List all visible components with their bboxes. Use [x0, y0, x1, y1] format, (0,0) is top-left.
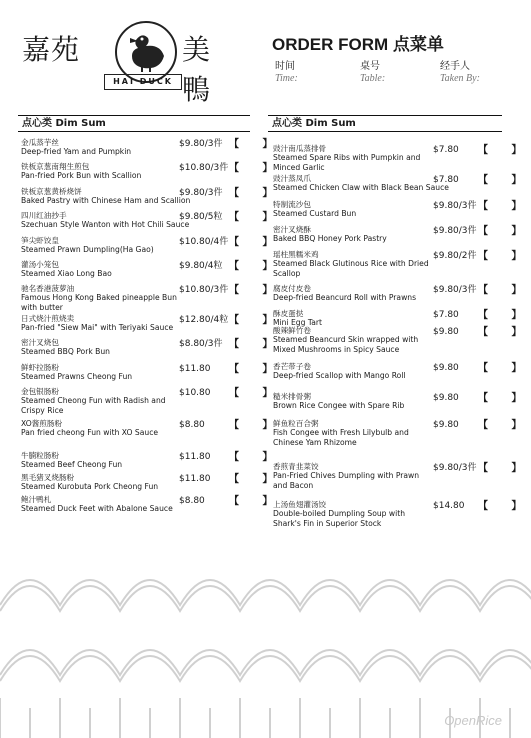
item-name-cn: 四川红油抄手 — [21, 211, 67, 220]
item-name-cn: 鲜虾拉肠粉 — [21, 363, 59, 372]
menu-item — [273, 225, 531, 244]
menu-item — [21, 236, 283, 255]
section-header-left: 点心类 Dim Sum — [18, 115, 250, 132]
item-price: $9.80 — [433, 393, 459, 403]
item-name-en: Baked BBQ Honey Pork Pastry — [273, 234, 387, 244]
quantity-box[interactable]: 【 】 — [478, 420, 531, 431]
item-price: $9.80/2件 — [433, 251, 477, 261]
quantity-box[interactable]: 【 】 — [229, 496, 283, 507]
item-price: $9.80/3件 — [433, 201, 477, 211]
item-name-en: Steamed BBQ Pork Bun — [21, 347, 110, 357]
item-name-en: Deep-fried Yam and Pumpkin — [21, 147, 132, 157]
taken-by-field[interactable]: 经手人 Taken By: — [440, 61, 480, 84]
item-price: $9.80 — [433, 327, 459, 337]
item-name-cn: 金包银肠粉 — [21, 387, 59, 396]
item-price: $11.80 — [179, 452, 211, 462]
item-price: $9.80 — [433, 420, 459, 430]
menu-item — [273, 284, 531, 303]
item-price: $10.80/3件 — [179, 285, 229, 295]
openrice-watermark: OpenRice — [444, 713, 502, 728]
item-name-en: Steamed Beef Cheong Fun — [21, 460, 123, 470]
quantity-box[interactable]: 【 】 — [229, 188, 283, 199]
item-name-en-cont: Shark's Fin in Superior Stock — [273, 518, 382, 528]
menu-item — [21, 260, 283, 279]
item-price: $10.80 — [179, 388, 211, 398]
item-price: $11.80 — [179, 364, 211, 374]
time-field[interactable]: 时间 Time: — [275, 61, 298, 84]
item-price: $14.80 — [433, 501, 465, 511]
item-name-en: Fish Congee with Fresh Lilybulb and — [273, 428, 409, 438]
item-price: $11.80 — [179, 474, 211, 484]
restaurant-logo — [22, 22, 237, 106]
quantity-box[interactable]: 【 】 — [229, 388, 283, 399]
logo-en: HAI DUCK — [104, 74, 182, 90]
item-price: $9.80/3件 — [179, 188, 223, 198]
item-name-cn: 糙米排骨粥 — [273, 392, 311, 401]
item-name-en: Steamed Black Glutinous Rice with Dried — [273, 259, 429, 269]
item-name-en: Steamed Chicken Claw with Black Bean Sauce — [273, 183, 449, 193]
item-name-en: Steamed Prawns Cheong Fun — [21, 372, 133, 382]
menu-item — [21, 419, 283, 438]
quantity-box[interactable]: 【 】 — [478, 363, 531, 374]
item-price: $7.80 — [433, 310, 459, 320]
item-name-en: Steamed Kurobuta Pork Cheong Fun — [21, 482, 159, 492]
item-name-cn: 鲍汁鸭札 — [21, 495, 52, 504]
decorative-pattern — [0, 545, 522, 738]
section-header-right: 点心类 Dim Sum — [268, 115, 502, 132]
item-name-en: Double-boiled Dumpling Soup with — [273, 509, 406, 519]
item-price: $9.80/3件 — [433, 463, 477, 473]
quantity-box[interactable]: 【 】 — [478, 393, 531, 404]
item-name-en: Deep-fried Beancurd Roll with Prawns — [273, 293, 417, 303]
quantity-box[interactable]: 【 】 — [229, 212, 283, 223]
item-price: $9.80/5粒 — [179, 212, 223, 222]
item-name-cn: 密汁叉烧酥 — [273, 225, 311, 234]
item-price: $9.80/3件 — [179, 139, 223, 149]
item-name-cn: 腐皮付皮卷 — [273, 284, 311, 293]
item-name-en: Steamed Cheong Fun with Radish and — [21, 396, 166, 406]
quantity-box[interactable]: 【 】 — [478, 501, 531, 512]
item-name-cn: 豉汁南瓜蒸排骨 — [273, 144, 327, 153]
item-name-en: Pan-fried "Siew Mai" with Teriyaki Sauce — [21, 323, 174, 333]
menu-item — [21, 284, 283, 312]
menu-item — [273, 326, 531, 354]
quantity-box[interactable]: 【 】 — [478, 285, 531, 296]
item-name-cn: 日式烧汁煎烧卖 — [21, 314, 75, 323]
item-price: $9.80 — [433, 363, 459, 373]
quantity-box[interactable]: 【 】 — [478, 463, 531, 474]
item-name-en: Steamed Custard Bun — [273, 209, 357, 219]
item-name-en: Szechuan Style Wanton with Hot Chili Sauce — [21, 220, 190, 230]
quantity-box[interactable]: 【 】 — [229, 452, 283, 463]
item-name-cn: 豉汁蒸凤爪 — [273, 174, 311, 183]
item-name-cn: 香煎青韭菜饺 — [273, 462, 319, 471]
item-name-cn: 特制流沙包 — [273, 200, 311, 209]
menu-item — [273, 200, 531, 219]
menu-item — [21, 338, 283, 357]
item-price: $7.80 — [433, 175, 459, 185]
menu-item — [21, 138, 283, 157]
item-price: $8.80 — [179, 496, 205, 506]
menu-item — [273, 392, 531, 411]
item-name-cn: 铁板京葱黄桥烧饼 — [21, 187, 82, 196]
menu-item — [21, 211, 283, 230]
item-name-cn: 密汁叉烧包 — [21, 338, 59, 347]
quantity-box[interactable]: 【 】 — [229, 237, 283, 248]
item-name-en: Famous Hong Kong Baked pineapple Bun — [21, 293, 177, 303]
quantity-box[interactable]: 【 】 — [229, 420, 283, 431]
menu-item — [21, 473, 283, 492]
item-name-en: Pan-Fried Chives Dumpling with Prawn — [273, 471, 420, 481]
item-name-en: Baked Pastry with Chinese Ham and Scallion — [21, 196, 191, 206]
item-name-cn: XO酱煎肠粉 — [21, 419, 63, 428]
quantity-box[interactable]: 【 】 — [229, 364, 283, 375]
item-price: $10.80/4件 — [179, 237, 229, 247]
quantity-box[interactable]: 【 】 — [478, 251, 531, 262]
item-name-cn: 笋尖虾饺皇 — [21, 236, 59, 245]
quantity-box[interactable]: 【 】 — [478, 201, 531, 212]
item-price: $10.80/3件 — [179, 163, 229, 173]
item-name-en-cont: Chinese Yam Rhizome — [273, 437, 357, 447]
item-name-en-cont: Mixed Mushrooms in Spicy Sauce — [273, 344, 400, 354]
item-name-en: Brown Rice Congee with Spare Rib — [273, 401, 405, 411]
quantity-box[interactable]: 【 】 — [229, 285, 283, 296]
item-name-en: Pan fried cheong Fun with XO Sauce — [21, 428, 159, 438]
menu-item — [21, 314, 283, 333]
item-name-cn: 香芒带子卷 — [273, 362, 311, 371]
item-name-en-cont: and Bacon — [273, 480, 314, 490]
item-name-en: Steamed Spare Ribs with Pumpkin and — [273, 153, 421, 163]
menu-item — [273, 500, 531, 528]
item-name-en: Mini Egg Tart — [273, 318, 322, 328]
quantity-box[interactable]: 【 】 — [229, 261, 283, 272]
item-name-en-cont: Crispy Rice — [21, 405, 64, 415]
menu-item — [273, 362, 531, 381]
item-name-en: Deep-fried Scallop with Mango Roll — [273, 371, 406, 381]
menu-item — [21, 387, 283, 415]
item-name-cn: 酥皮蛋挞 — [273, 309, 304, 318]
item-name-en: Steamed Xiao Long Bao — [21, 269, 112, 279]
logo-cn-right: 美鴨 — [182, 33, 212, 106]
menu-item — [21, 451, 283, 470]
item-price: $9.80/4粒 — [179, 261, 223, 271]
order-form-title: ORDER FORM 点菜单 — [272, 35, 444, 54]
item-name-en: Steamed Prawn Dumpling(Ha Gao) — [21, 245, 154, 255]
item-name-cn: 瑶柱黑糯米鸡 — [273, 250, 319, 259]
menu-item — [21, 187, 283, 206]
menu-item — [273, 250, 531, 278]
quantity-box[interactable]: 【 】 — [229, 315, 283, 326]
menu-item — [273, 309, 531, 328]
logo-cn-left: 嘉苑 — [22, 33, 81, 66]
menu-item — [21, 363, 283, 382]
quantity-box[interactable]: 【 】 — [478, 327, 531, 338]
menu-item — [21, 162, 283, 181]
quantity-box[interactable]: 【 】 — [229, 139, 283, 150]
quantity-box[interactable]: 【 】 — [229, 474, 283, 485]
quantity-box[interactable]: 【 】 — [229, 339, 283, 350]
item-name-cn: 鲜鱼粒百合粥 — [273, 419, 319, 428]
table-field[interactable]: 桌号 Table: — [360, 61, 386, 84]
item-name-cn: 灌汤小笼包 — [21, 260, 59, 269]
item-price: $9.80/3件 — [433, 226, 477, 236]
item-price: $9.80/3件 — [433, 285, 477, 295]
item-name-cn: 酸辣鲜竹卷 — [273, 326, 311, 335]
quantity-box[interactable]: 【 】 — [478, 175, 531, 186]
menu-item — [273, 144, 531, 172]
quantity-box[interactable]: 【 】 — [478, 310, 531, 321]
item-name-cn: 金瓜蒸芋丝 — [21, 138, 59, 147]
menu-item — [273, 462, 531, 490]
quantity-box[interactable]: 【 】 — [478, 226, 531, 237]
item-name-en-cont: Minced Garlic — [273, 162, 325, 172]
item-name-cn: 上汤鱼翅灌汤饺 — [273, 500, 327, 509]
menu-item — [273, 419, 531, 447]
item-name-en: Steamed Duck Feet with Abalone Sauce — [21, 504, 173, 514]
quantity-box[interactable]: 【 】 — [478, 145, 531, 156]
item-price: $8.80/3件 — [179, 339, 223, 349]
quantity-box[interactable]: 【 】 — [229, 163, 283, 174]
item-name-en: Pan-fried Pork Bun with Scallion — [21, 171, 142, 181]
item-name-cn: 铁板京葱南翔生煎包 — [21, 162, 90, 171]
menu-item — [273, 174, 531, 193]
item-name-cn: 黑毛猪叉烧肠粉 — [21, 473, 75, 482]
item-price: $12.80/4粒 — [179, 315, 229, 325]
item-price: $8.80 — [179, 420, 205, 430]
item-name-en: Steamed Beancurd Skin wrapped with — [273, 335, 419, 345]
menu-item — [21, 495, 283, 514]
item-name-en-cont: Scallop — [273, 268, 301, 278]
item-name-cn: 牛腩粒肠粉 — [21, 451, 59, 460]
item-price: $7.80 — [433, 145, 459, 155]
item-name-cn: 驰名香港菠萝油 — [21, 284, 75, 293]
item-name-en-cont: with butter — [21, 302, 63, 312]
